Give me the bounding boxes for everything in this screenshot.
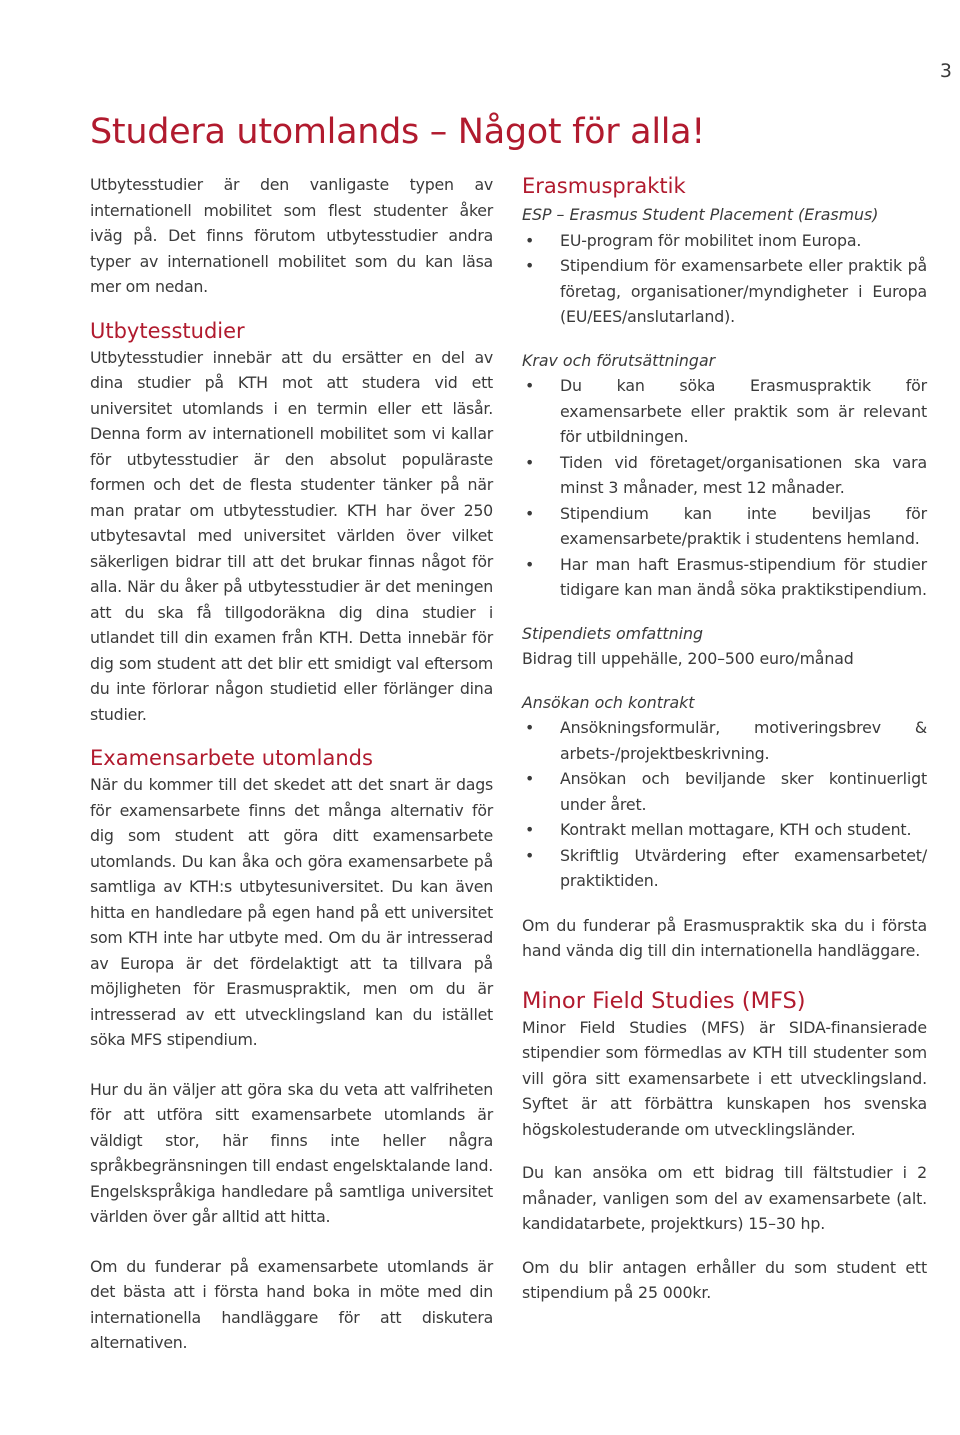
list-item (522, 373, 927, 450)
list-item-text: Har man haft Erasmus-stipendium för studier tidigare kan man ändå söka praktikstipendium. (560, 554, 927, 599)
list-item-text: Tiden vid företaget/organisationen ska vara minst 3 månader, mest 12 månader. (560, 452, 927, 497)
section-heading-erasmuspraktik: Erasmuspraktik (522, 174, 686, 198)
list-item (522, 766, 927, 817)
ansokan-block (522, 690, 927, 964)
list-item-text: Ansökan och beviljande sker kontinuerligt under året. (560, 769, 927, 814)
list-item (522, 817, 927, 843)
mfs-paragraph-2: Du kan ansöka om ett bidrag till fältstudier i 2 månader, vanligen som del av examensarbete (alt. kandidatarbete, projektkurs) 15–30 hp. (522, 1163, 927, 1233)
utbytesstudier-paragraph: Utbytesstudier innebär att du ersätter en del av dina studier på KTH mot att studera vid ett universitet utomlands i en termin eller ett läsår. Denna form av internationell mobilitet som vi kallar för utbytesstudier är den absolut populäraste formen och det de flesta studenter tänker på när man pratar om utbytesstudier. KTH har över 250 utbytesavtal med universitet världen över vilket säkerligen bidrar till att det brukar finnas något för alla. När du åker på utbytesstudier är det meningen att du ska få tillgodoräkna dig dina studier i utlandet till din examen från KTH. Detta innebär för dig som student att det blir ett smidigt val eftersom du inte förlorar någon studietid eller förlänger dina studier. (90, 347, 493, 724)
bullet-icon: • (525, 554, 535, 574)
krav-list (522, 373, 927, 603)
ansokan-heading: Ansökan och kontrakt (522, 692, 695, 712)
examensarbete-paragraph-2: Hur du än väljer att göra ska du veta att valfriheten för att utföra sitt examensarbete utomlands är väldigt stor, här finns inte heller några språkbegränsningen till endast engelsktalande land. Engelskspråkiga handledare på samtliga universitet världen över går alltid att hitta. (90, 1079, 493, 1226)
bullet-icon: • (525, 376, 535, 395)
section-heading-mfs: Minor Field Studies (MFS) (522, 987, 806, 1014)
list-item-text: Kontrakt mellan mottagare, KTH och student. (560, 820, 912, 839)
omfattning-text: Bidrag till uppehälle, 200–500 euro/månad (522, 649, 854, 668)
bullet-icon: • (525, 452, 535, 472)
list-item (522, 552, 927, 603)
mfs-paragraph-1: Minor Field Studies (MFS) är SIDA-finansierade stipendier som förmedlas av KTH till studenter som vill göra sitt examensarbete i ett utvecklingsland. Syftet är att förbättra kunskapen hos svenska högskolestuderande om utvecklingsländer. (522, 1017, 927, 1139)
bullet-icon: • (525, 718, 535, 737)
list-item-text: Stipendium kan inte beviljas för examensarbete/praktik i studentens hemland. (560, 503, 927, 548)
right-column (522, 172, 927, 1306)
list-item-text: EU-program för mobilitet inom Europa. (560, 230, 862, 250)
list-item-text: Stipendium för examensarbete eller praktik på företag, organisationer/myndigheter i Europa (EU/EES/anslutarland). (560, 256, 927, 326)
list-item (522, 228, 927, 254)
examensarbete-paragraph-3: Om du funderar på examensarbete utomlands är det bästa att i första hand boka in möte med din internationella handläggare för att diskutera alternativen. (90, 1256, 493, 1352)
list-item (522, 843, 927, 894)
erasmus-subheading: ESP – Erasmus Student Placement (Erasmus) (522, 205, 879, 224)
ansokan-list (522, 715, 927, 894)
list-item (522, 501, 927, 552)
list-item-text: Skriftlig Utvärdering efter examensarbetet/ praktiktiden. (560, 845, 927, 890)
ansokan-after-paragraph: Om du funderar på Erasmuspraktik ska du i första hand vända dig till din internationella handläggare. (522, 915, 927, 960)
page-number: 3 (939, 60, 952, 82)
bullet-icon: • (525, 503, 535, 523)
bullet-icon: • (525, 769, 535, 788)
list-item (522, 253, 927, 330)
section-heading-examensarbete: Examensarbete utomlands (90, 746, 373, 770)
bullet-icon: • (525, 820, 535, 839)
page-title: Studera utomlands – Något för alla! (90, 112, 706, 152)
bullet-icon: • (525, 845, 535, 865)
examensarbete-paragraph-1: När du kommer till det skedet att det snart är dags för examensarbete finns det många alternativ för dig som student att göra ditt examensarbete utomlands. Du kan åka och göra examensarbete på samtliga av KTH:s utbytesuniversitet. Du kan även hitta en handledare på egen hand på ett universitet som KTH inte har utbyte med. Om du är intresserad av Europa är det fördelaktigt att ta tillvara på möjligheten för Erasmuspraktik, men om du är intresserad av ett utvecklingsland kan du istället söka MFS stipendium. (90, 775, 493, 1049)
list-item (522, 450, 927, 501)
section-heading-utbytesstudier: Utbytesstudier (90, 318, 245, 343)
left-column (90, 172, 493, 1356)
omfattning-block (522, 621, 927, 672)
mfs-paragraph-3: Om du blir antagen erhåller du som student ett stipendium på 25 000kr. (522, 1257, 927, 1302)
list-item-text: Ansökningsformulär, motiveringsbrev & arbets-/projektbeskrivning. (560, 718, 927, 763)
list-item-text: Du kan söka Erasmuspraktik för examensarbete eller praktik som är relevant för utbildningen. (560, 376, 927, 446)
intro-paragraph: Utbytesstudier är den vanligaste typen av internationell mobilitet som flest studenter åker iväg på. Det finns förutom utbytesstudier andra typer av internationell mobilitet som du kan läsa mer om nedan. (90, 175, 493, 296)
bullet-icon: • (525, 256, 535, 275)
omfattning-heading: Stipendiets omfattning (522, 623, 704, 643)
erasmus-list (522, 228, 927, 330)
krav-block (522, 348, 927, 603)
bullet-icon: • (525, 230, 535, 250)
krav-heading: Krav och förutsättningar (522, 350, 716, 370)
list-item (522, 715, 927, 766)
